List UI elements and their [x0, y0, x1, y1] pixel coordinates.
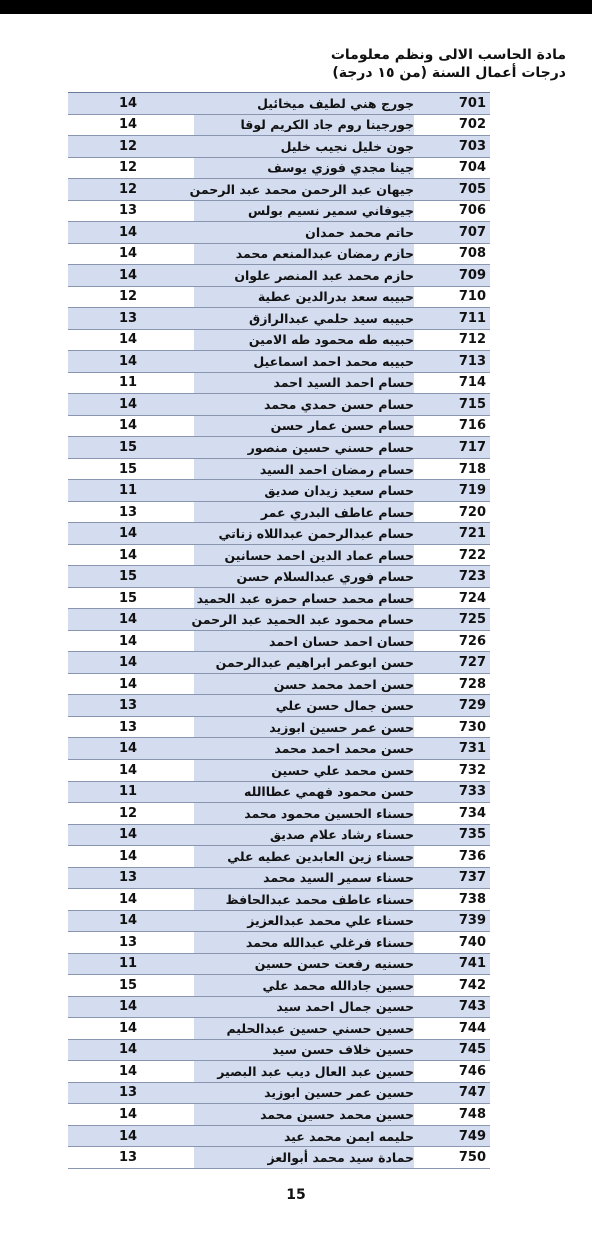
student-number: 701 [458, 95, 486, 111]
student-name: حسام عبدالرحمن عبداللاه زناتي [218, 526, 414, 542]
student-grade: 14 [118, 1106, 138, 1122]
student-number: 722 [458, 547, 486, 563]
student-number: 724 [458, 590, 486, 606]
student-name: حسام عاطف البدري عمر [194, 502, 414, 523]
student-grade: 14 [118, 1063, 138, 1079]
student-grade: 15 [118, 440, 138, 455]
table-row [68, 846, 490, 868]
student-name: حسين جادالله محمد علي [194, 975, 414, 996]
table-row [68, 954, 490, 976]
table-row [68, 523, 490, 545]
table-row [68, 437, 490, 459]
student-name: حسام محمود عبد الحميد عبد الرحمن [191, 612, 414, 628]
student-grade: 12 [118, 138, 138, 154]
student-number: 745 [458, 1042, 486, 1058]
student-grade: 14 [118, 999, 138, 1015]
table-row [68, 717, 490, 739]
student-name: جيهان عبد الرحمن محمد عبد الرحمن [189, 181, 414, 197]
student-name: حسام فوري عبدالسلام حسن [236, 569, 414, 585]
student-grade: 14 [118, 848, 138, 864]
student-number: 713 [458, 353, 486, 369]
student-name: جون خليل نجيب خليل [280, 138, 414, 154]
student-grade: 12 [118, 289, 138, 305]
student-name: حسن محمود فهمي عطاالله [244, 784, 414, 800]
student-grade: 14 [118, 655, 138, 671]
table-row [68, 738, 490, 760]
table-row [68, 997, 490, 1019]
table-row [68, 1126, 490, 1148]
table-row [68, 373, 490, 395]
student-grade: 14 [118, 1042, 138, 1058]
student-name: حسناء رشاد علام صديق [269, 827, 414, 843]
student-name: حمادة سيد محمد أبوالعز [194, 1147, 414, 1168]
student-name: جورج هني لطيف ميخائيل [257, 95, 414, 111]
student-grade: 14 [118, 913, 138, 929]
student-name: حسناء الحسين محمود محمد [194, 803, 414, 824]
table-row [68, 416, 490, 438]
student-number: 729 [458, 698, 486, 714]
student-number: 742 [458, 977, 486, 993]
student-number: 707 [458, 224, 486, 240]
student-name: حازم رمضان عبدالمنعم محمد [194, 244, 414, 265]
student-number: 737 [458, 870, 486, 886]
table-row [68, 244, 490, 266]
student-name: حسام احمد السيد احمد [194, 373, 414, 394]
student-number: 717 [458, 440, 486, 455]
document-header [146, 46, 566, 82]
student-grade: 13 [118, 934, 138, 950]
table-row [68, 911, 490, 933]
grades-table [68, 92, 490, 1169]
student-name: حبيبه طه محمود طه الامين [194, 330, 414, 351]
student-number: 711 [458, 310, 486, 326]
student-number: 731 [458, 741, 486, 757]
student-number: 728 [458, 676, 486, 692]
student-number: 725 [458, 612, 486, 628]
top-bar [0, 0, 592, 14]
student-grade: 13 [118, 719, 138, 735]
table-row [68, 545, 490, 567]
student-number: 743 [458, 999, 486, 1015]
student-grade: 14 [118, 547, 138, 563]
student-grade: 14 [118, 117, 138, 133]
student-name: حسام عماد الدين احمد حسانين [194, 545, 414, 566]
student-name: حسين خلاف حسن سيد [272, 1042, 414, 1058]
student-number: 733 [458, 784, 486, 800]
student-number: 709 [458, 267, 486, 283]
student-number: 719 [458, 483, 486, 499]
student-number: 744 [458, 1020, 486, 1036]
table-row [68, 459, 490, 481]
student-grade: 15 [118, 461, 138, 477]
student-number: 705 [458, 181, 486, 197]
student-grade: 13 [118, 698, 138, 714]
student-name: حبيبه محمد احمد اسماعيل [253, 353, 414, 369]
table-row [68, 695, 490, 717]
table-row [68, 1018, 490, 1040]
student-number: 716 [458, 418, 486, 434]
student-grade: 11 [118, 784, 138, 800]
student-grade: 14 [118, 418, 138, 434]
student-number: 730 [458, 719, 486, 735]
table-row [68, 480, 490, 502]
student-grade: 14 [118, 1128, 138, 1144]
student-number: 735 [458, 827, 486, 843]
student-grade: 13 [118, 1150, 138, 1166]
student-grade: 14 [118, 741, 138, 757]
table-row [68, 93, 490, 115]
table-row [68, 179, 490, 201]
student-grade: 12 [118, 160, 138, 176]
table-row [68, 588, 490, 610]
student-name: حسام رمضان احمد السيد [194, 459, 414, 480]
subject-title: مادة الحاسب الالى ونظم معلومات [330, 47, 566, 63]
student-grade: 13 [118, 504, 138, 520]
student-number: 721 [458, 526, 486, 542]
student-name: حسام سعيد زيدان صديق [264, 483, 414, 499]
student-number: 727 [458, 655, 486, 671]
student-name: حازم محمد عبد المنصر علوان [234, 267, 414, 283]
student-grade: 14 [118, 246, 138, 262]
student-name: حسن محمد احمد محمد [274, 741, 414, 757]
student-number: 738 [458, 891, 486, 907]
student-grade: 12 [118, 805, 138, 821]
student-number: 740 [458, 934, 486, 950]
table-row [68, 502, 490, 524]
student-grade: 14 [118, 267, 138, 283]
table-row [68, 351, 490, 373]
student-number: 706 [458, 203, 486, 219]
student-name: حسام حسن حمدي محمد [263, 396, 414, 412]
student-grade: 14 [118, 827, 138, 843]
student-name: حبيبه سيد حلمي عبدالرازق [249, 310, 414, 326]
student-number: 741 [458, 956, 486, 972]
table-row [68, 566, 490, 588]
student-number: 715 [458, 396, 486, 412]
student-number: 723 [458, 569, 486, 585]
student-number: 710 [458, 289, 486, 305]
page-number: 15 [286, 1187, 306, 1203]
student-grade: 14 [118, 353, 138, 369]
student-grade: 12 [118, 181, 138, 197]
student-name: حبيبه سعد بدرالدين عطية [194, 287, 414, 308]
student-grade: 14 [118, 332, 138, 348]
table-row [68, 868, 490, 890]
student-number: 708 [458, 246, 486, 262]
student-number: 712 [458, 332, 486, 348]
table-row [68, 115, 490, 137]
student-number: 720 [458, 504, 486, 520]
student-grade: 14 [118, 396, 138, 412]
student-name: حسين حسني حسين عبدالحليم [194, 1018, 414, 1039]
student-name: حسن جمال حسن علي [275, 698, 414, 714]
student-number: 726 [458, 633, 486, 649]
student-name: حسين عبد العال ديب عبد البصير [194, 1061, 414, 1082]
student-name: حاتم محمد حمدان [305, 224, 414, 240]
student-name: حسناء سمير السيد محمد [263, 870, 414, 886]
student-number: 736 [458, 848, 486, 864]
table-row [68, 1061, 490, 1083]
table-row [68, 782, 490, 804]
table-row [68, 975, 490, 997]
table-row [68, 1083, 490, 1105]
table-row [68, 825, 490, 847]
student-number: 750 [458, 1150, 486, 1166]
student-number: 702 [458, 117, 486, 133]
table-row [68, 631, 490, 653]
student-name: حسين محمد حسين محمد [194, 1104, 414, 1125]
table-row [68, 394, 490, 416]
student-name: جينا مجدي فوزي يوسف [194, 158, 414, 179]
student-grade: 14 [118, 676, 138, 692]
student-name: حسن محمد علي حسين [194, 760, 414, 781]
student-number: 714 [458, 375, 486, 391]
student-grade: 13 [118, 1085, 138, 1101]
student-number: 703 [458, 138, 486, 154]
student-grade: 11 [118, 375, 138, 391]
student-grade: 14 [118, 891, 138, 907]
student-grade: 14 [118, 762, 138, 778]
table-row [68, 609, 490, 631]
student-name: جورجينا روم جاد الكريم لوقا [194, 115, 414, 136]
table-row [68, 201, 490, 223]
table-row [68, 136, 490, 158]
student-name: حسن عمر حسين ابوزيد [194, 717, 414, 738]
student-name: حسام محمد حسام حمزه عبد الحميد [194, 588, 414, 609]
student-grade: 14 [118, 633, 138, 649]
table-row [68, 308, 490, 330]
student-name: حسين جمال احمد سيد [276, 999, 414, 1015]
student-grade: 15 [118, 590, 138, 606]
student-number: 732 [458, 762, 486, 778]
table-row [68, 330, 490, 352]
student-grade: 11 [118, 483, 138, 499]
student-name: حسناء علي محمد عبدالعزيز [247, 913, 414, 929]
table-row [68, 158, 490, 180]
table-row [68, 803, 490, 825]
table-row [68, 652, 490, 674]
student-name: حسن ابوعمر ابراهيم عبدالرحمن [215, 655, 414, 671]
student-number: 749 [458, 1128, 486, 1144]
student-number: 747 [458, 1085, 486, 1101]
student-number: 734 [458, 805, 486, 821]
student-name: حليمه ايمن محمد عيد [283, 1128, 414, 1144]
grades-subtitle: درجات أعمال السنة (من ١٥ درجة) [332, 65, 566, 81]
student-grade: 14 [118, 224, 138, 240]
student-grade: 11 [118, 956, 138, 972]
student-name: حسنيه رفعت حسن حسين [254, 956, 414, 972]
student-number: 739 [458, 913, 486, 929]
student-grade: 14 [118, 612, 138, 628]
table-row [68, 1147, 490, 1169]
student-name: حسام حسن عمار حسن [194, 416, 414, 437]
student-grade: 15 [118, 569, 138, 585]
table-row [68, 287, 490, 309]
student-name: حسناء زين العابدين عطيه علي [194, 846, 414, 867]
student-grade: 13 [118, 203, 138, 219]
table-row [68, 1104, 490, 1126]
student-grade: 14 [118, 95, 138, 111]
student-grade: 15 [118, 977, 138, 993]
student-number: 746 [458, 1063, 486, 1079]
student-grade: 14 [118, 1020, 138, 1036]
student-name: حسان احمد حسان احمد [194, 631, 414, 652]
table-row [68, 889, 490, 911]
student-name: حسناء عاطف محمد عبدالحافظ [194, 889, 414, 910]
student-grade: 13 [118, 870, 138, 886]
student-grade: 14 [118, 526, 138, 542]
student-number: 748 [458, 1106, 486, 1122]
table-row [68, 222, 490, 244]
student-name: حسناء فرغلي عبدالله محمد [194, 932, 414, 953]
student-name: حسن احمد محمد حسن [194, 674, 414, 695]
student-grade: 13 [118, 310, 138, 326]
student-number: 718 [458, 461, 486, 477]
student-name: حسام حسني حسين منصور [247, 440, 414, 455]
table-row [68, 1040, 490, 1062]
table-row [68, 932, 490, 954]
table-row [68, 674, 490, 696]
student-number: 704 [458, 160, 486, 176]
table-row [68, 265, 490, 287]
student-name: حسين عمر حسين ابوزيد [264, 1085, 414, 1101]
student-name: جيوفاني سمير نسيم بولس [194, 201, 414, 222]
table-row [68, 760, 490, 782]
